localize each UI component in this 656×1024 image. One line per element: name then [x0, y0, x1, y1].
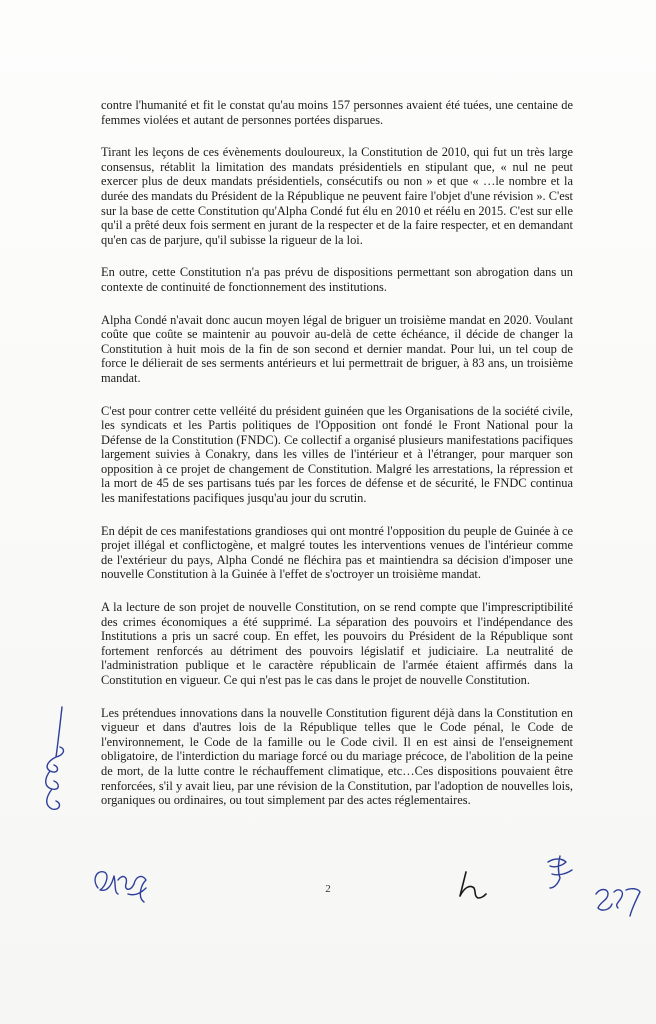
page-number: 2: [325, 883, 331, 895]
paragraph-3: En outre, cette Constitution n'a pas prévu de dispositions permettant son abrogation dans un contexte de continuité de fonctionnement des institutions.: [101, 265, 573, 294]
paragraph-2: Tirant les leçons de ces évènements douloureux, la Constitution de 2010, qui fut un très large consensus, rétablit la limitation des mandats présidentiels en stipulant que, « nul ne peut exercer plus de deux mandats présidentiels, consécutifs ou non » et que « …le nombre et la durée des mandats du Président de la République ne peuvent faire l'objet d'une révision ». C'est sur la base de cette Constitution qu'Alpha Condé fut élu en 2010 et réélu en 2015. C'est sur elle qu'il a prêté deux fois serment en jurant de la respecter et de la faire respecter, et en demandant qu'en cas de parjure, qu'il subisse la rigueur de la loi.: [101, 145, 573, 247]
paragraph-8: Les prétendues innovations dans la nouvelle Constitution figurent déjà dans la Constitution en vigueur et dans d'autres lois de la République telles que le Code pénal, le Code de l'environnement, le Code de la famille ou le Code civil. Il en est ainsi de l'enseignement obligatoire, de l'interdiction du mariage forcé ou du mariage précoce, de l'abolition de la peine de mort, de la lutte contre le réchauffement climatique, etc…Ces dispositions pouvaient être renforcées, s'il y avait lieu, par une révision de la Constitution, par l'adoption de nouvelles lois, organiques ou ordinaires, ou tout simplement par des actes réglementaires.: [101, 705, 573, 808]
paragraph-1: contre l'humanité et fit le constat qu'au moins 157 personnes avaient été tuées, une centaine de femmes violées et autant de personnes portées disparues.: [101, 98, 573, 127]
bottom-far-right-initials: [590, 880, 650, 920]
bottom-right-initial: [540, 852, 580, 892]
paragraph-6: En dépit de ces manifestations grandioses qui ont montré l'opposition du peuple de Guinée à ce projet illégal et conflictogène, et malgré toutes les interventions venues de l'intérieur comme de l'extérieur du pays, Alpha Condé ne fléchira pas et maintiendra sa décision d'imposer une nouvelle Constitution à la Guinée à l'effet de s'octroyer un troisième mandat.: [101, 523, 573, 582]
bottom-left-initials: [88, 858, 158, 908]
left-margin-signature: [30, 705, 80, 825]
bottom-center-initial: [452, 868, 492, 904]
paragraph-4: Alpha Condé n'avait donc aucun moyen légal de briguer un troisième mandat en 2020. Voulant coûte que coûte se maintenir au pouvoir au-delà de cette échéance, il décide de changer la Constitution à huit mois de la fin de son second et dernier mandat. Pour lui, un tel coup de force le délierait de ses serments antérieurs et lui permettrait de briguer, à 83 ans, un troisième mandat.: [101, 312, 573, 385]
paragraph-7: A la lecture de son projet de nouvelle Constitution, on se rend compte que l'imprescriptibilité des crimes économiques a été supprimé. La séparation des pouvoirs et l'indépendance des Institutions a pris un sacré coup. En effet, les pouvoirs du Président de la République sont fortement renforcés au détriment des pouvoirs législatif et judiciaire. La neutralité de l'administration publique et le caractère républicain de l'armée étaient affirmés dans la Constitution en vigueur. Ce qui n'est pas le cas dans le projet de nouvelle Constitution.: [101, 600, 573, 687]
paragraph-5: C'est pour contrer cette velléité du président guinéen que les Organisations de la société civile, les syndicats et les Partis politiques de l'Opposition ont fondé le Front National pour la Défense de la Constitution (FNDC). Ce collectif a organisé plusieurs manifestations pacifiques largement suivies à Conakry, dans les villes de l'intérieur et à l'étranger, pour marquer son opposition à ce projet de changement de Constitution. Malgré les arrestations, la répression et la mort de 45 de ses partisans tués par les forces de défense et de sécurité, le FNDC continua les manifestations pacifiques jusqu'au jour du scrutin.: [101, 403, 573, 506]
body-text: [101, 98, 573, 826]
